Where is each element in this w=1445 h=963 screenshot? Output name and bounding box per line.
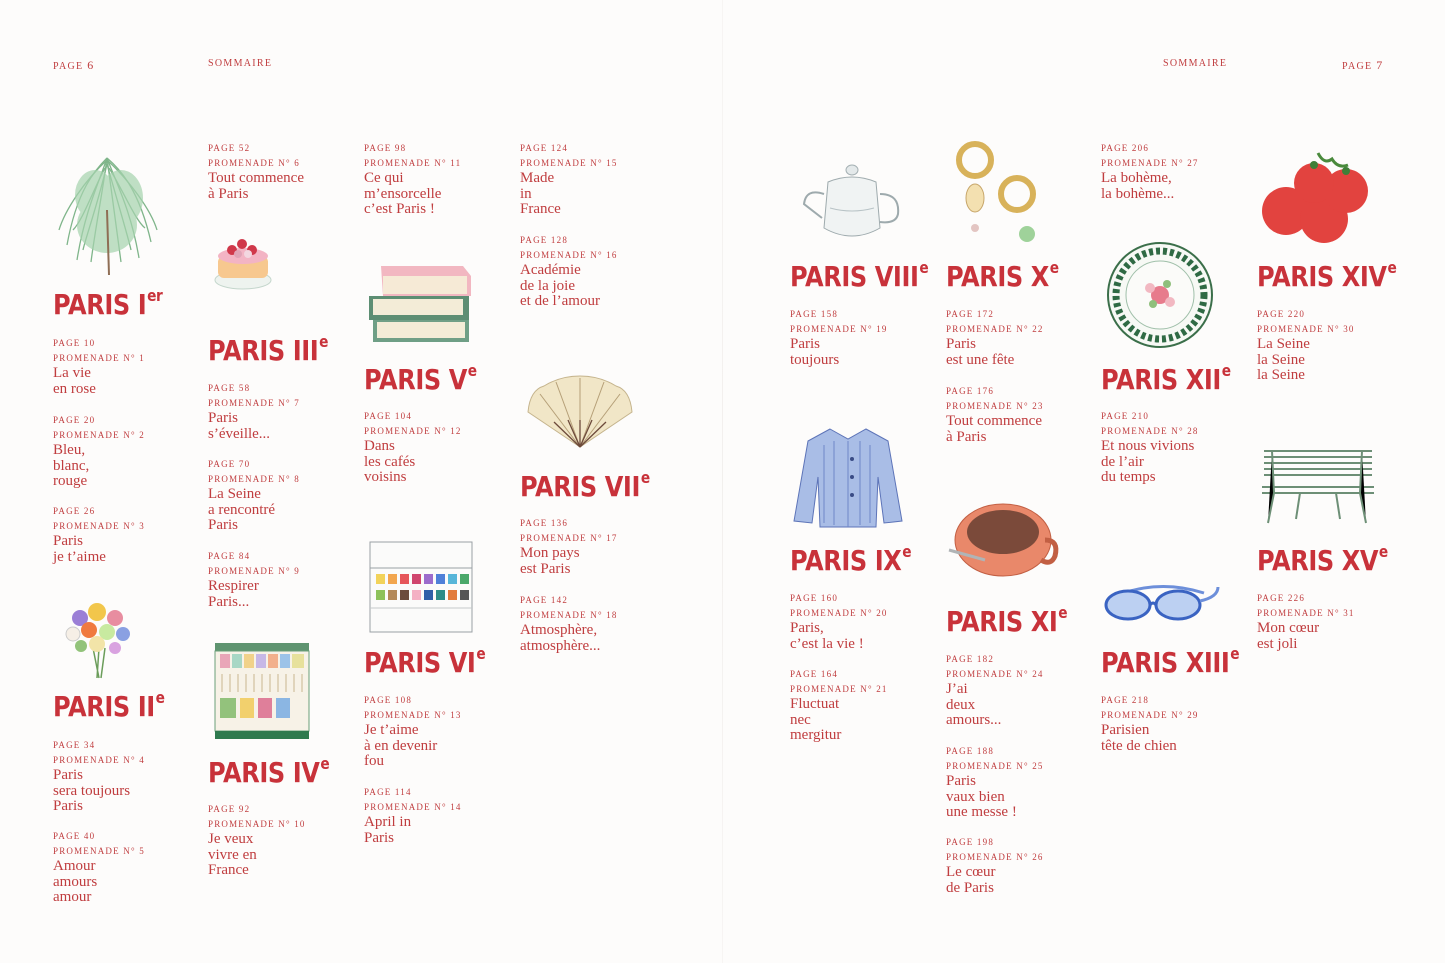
entry-title: Dans les cafés voisins <box>364 438 416 485</box>
entry-promenade: PROMENADE N° 14 <box>364 802 462 812</box>
district-name: PARIS V <box>364 363 467 396</box>
watercolor-palette-illustration <box>368 540 474 635</box>
entry-title: Et nous vivions de l’air du temps <box>1101 438 1195 485</box>
coffee-cup-illustration <box>945 500 1060 585</box>
page-num: 6 <box>87 58 94 72</box>
entry-promenade: PROMENADE N° 21 <box>790 684 888 694</box>
district-name: PARIS IV <box>208 756 320 789</box>
entry-promenade: PROMENADE N° 22 <box>946 324 1044 334</box>
plate-illustration <box>1105 240 1215 350</box>
entry-page: PAGE 34 <box>53 740 96 750</box>
entry-page: PAGE 142 <box>520 595 569 605</box>
district-name: PARIS VI <box>364 646 476 679</box>
entry-title: J’ai deux amours... <box>946 681 1002 728</box>
toc-entry-promenade-15[interactable] <box>520 141 670 218</box>
entry-promenade: PROMENADE N° 7 <box>208 398 300 408</box>
district-title-paris-8 <box>790 260 928 293</box>
bench-illustration <box>1260 445 1375 525</box>
district-name: PARIS XI <box>946 605 1058 638</box>
entry-title: La Seine la Seine la Seine <box>1257 336 1310 383</box>
district-title-paris-11 <box>946 605 1067 638</box>
toc-entry-promenade-19[interactable] <box>790 307 940 368</box>
toc-entry-promenade-3[interactable] <box>53 504 203 565</box>
toc-entry-promenade-7[interactable] <box>208 381 358 442</box>
entry-promenade: PROMENADE N° 31 <box>1257 608 1355 618</box>
entry-promenade: PROMENADE N° 11 <box>364 158 462 168</box>
entry-promenade: PROMENADE N° 4 <box>53 755 145 765</box>
entry-promenade: PROMENADE N° 3 <box>53 521 145 531</box>
entry-promenade: PROMENADE N° 5 <box>53 846 145 856</box>
page-label: PAGE <box>1342 61 1373 72</box>
district-title-paris-10 <box>946 260 1059 293</box>
district-ordinal: e <box>155 688 165 707</box>
entry-page: PAGE 92 <box>208 804 251 814</box>
toc-entry-promenade-4[interactable] <box>53 738 203 815</box>
entry-title: Paris toujours <box>790 336 840 368</box>
district-ordinal: er <box>147 286 163 305</box>
entry-title: Tout commence à Paris <box>946 413 1042 445</box>
toc-entry-promenade-29[interactable] <box>1101 693 1251 754</box>
toc-entry-promenade-6[interactable] <box>208 141 358 202</box>
entry-promenade: PROMENADE N° 8 <box>208 474 300 484</box>
entry-promenade: PROMENADE N° 18 <box>520 610 618 620</box>
entry-title: Respirer Paris... <box>208 578 259 610</box>
section-title-right: SOMMAIRE <box>1163 58 1228 69</box>
district-ordinal: e <box>1387 258 1397 277</box>
toc-entry-promenade-9[interactable] <box>208 549 358 610</box>
flower-bouquet-illustration <box>55 598 140 680</box>
district-title-paris-5 <box>364 363 477 396</box>
district-name: PARIS IX <box>790 544 902 577</box>
district-title-paris-13 <box>1101 646 1239 679</box>
entry-page: PAGE 20 <box>53 415 96 425</box>
entry-promenade: PROMENADE N° 13 <box>364 710 462 720</box>
district-title-paris-12 <box>1101 363 1231 396</box>
entry-page: PAGE 70 <box>208 459 251 469</box>
toc-entry-promenade-1[interactable] <box>53 336 203 397</box>
entry-title: Made in France <box>520 170 561 217</box>
district-name: PARIS III <box>208 334 319 367</box>
page-number-right <box>1342 58 1383 73</box>
entry-page: PAGE 136 <box>520 518 569 528</box>
district-name: PARIS XV <box>1257 544 1379 577</box>
toc-entry-promenade-12[interactable] <box>364 409 514 486</box>
goggles-illustration <box>1100 575 1222 627</box>
jacket-illustration <box>790 425 905 530</box>
toc-entry-promenade-20[interactable] <box>790 591 940 652</box>
entry-page: PAGE 160 <box>790 593 839 603</box>
entry-promenade: PROMENADE N° 16 <box>520 250 618 260</box>
district-ordinal: e <box>1230 644 1240 663</box>
entry-title: Paris vaux bien une messe ! <box>946 773 1017 820</box>
entry-page: PAGE 58 <box>208 383 251 393</box>
entry-promenade: PROMENADE N° 25 <box>946 761 1044 771</box>
cake-illustration <box>212 228 274 294</box>
entry-page: PAGE 210 <box>1101 411 1150 421</box>
entry-title: Paris est une fête <box>946 336 1015 368</box>
district-ordinal: e <box>640 468 650 487</box>
entry-promenade: PROMENADE N° 19 <box>790 324 888 334</box>
teapot-illustration <box>800 158 905 248</box>
entry-promenade: PROMENADE N° 9 <box>208 566 300 576</box>
district-name: PARIS XIII <box>1101 646 1230 679</box>
entry-page: PAGE 114 <box>364 787 412 797</box>
toc-entry-promenade-30[interactable] <box>1257 307 1407 384</box>
entry-title: Je t’aime à en devenir fou <box>364 722 438 769</box>
toc-entry-promenade-16[interactable] <box>520 233 670 310</box>
district-title-paris-6 <box>364 646 485 679</box>
toc-entry-promenade-18[interactable] <box>520 593 670 654</box>
entry-page: PAGE 128 <box>520 235 569 245</box>
toc-entry-promenade-2[interactable] <box>53 413 203 490</box>
toc-entry-promenade-14[interactable] <box>364 785 514 846</box>
district-ordinal: e <box>1058 603 1068 622</box>
entry-page: PAGE 164 <box>790 669 839 679</box>
district-ordinal: e <box>319 332 329 351</box>
toc-entry-promenade-21[interactable] <box>790 667 940 744</box>
entry-title: April in Paris <box>364 814 412 846</box>
earrings-illustration <box>945 140 1045 250</box>
entry-page: PAGE 206 <box>1101 143 1150 153</box>
entry-title: Mon pays est Paris <box>520 545 580 577</box>
entry-title: Atmosphère, atmosphère... <box>520 622 601 654</box>
fan-illustration <box>520 372 640 452</box>
page-number-left <box>53 58 94 73</box>
toc-entry-promenade-8[interactable] <box>208 457 358 534</box>
district-ordinal: e <box>476 644 486 663</box>
entry-title: Fluctuat nec mergitur <box>790 696 842 743</box>
district-ordinal: e <box>902 542 912 561</box>
entry-page: PAGE 182 <box>946 654 995 664</box>
bookstall-illustration <box>212 640 312 742</box>
district-title-paris-15 <box>1257 544 1388 577</box>
district-ordinal: e <box>919 258 929 277</box>
district-title-paris-1 <box>53 288 162 321</box>
entry-page: PAGE 158 <box>790 309 839 319</box>
section-title-left: SOMMAIRE <box>208 58 273 69</box>
entry-promenade: PROMENADE N° 24 <box>946 669 1044 679</box>
entry-promenade: PROMENADE N° 23 <box>946 401 1044 411</box>
entry-promenade: PROMENADE N° 12 <box>364 426 462 436</box>
entry-promenade: PROMENADE N° 28 <box>1101 426 1199 436</box>
entry-page: PAGE 84 <box>208 551 251 561</box>
entry-page: PAGE 40 <box>53 831 96 841</box>
entry-promenade: PROMENADE N° 20 <box>790 608 888 618</box>
district-ordinal: e <box>467 361 477 380</box>
district-name: PARIS XII <box>1101 363 1221 396</box>
toc-entry-promenade-23[interactable] <box>946 384 1096 445</box>
toc-entry-promenade-26[interactable] <box>946 835 1096 896</box>
entry-title: Paris s’éveille... <box>208 410 271 442</box>
entry-title: La bohème, la bohème... <box>1101 170 1175 202</box>
entry-title: Académie de la joie et de l’amour <box>520 262 600 309</box>
page-label: PAGE <box>53 61 84 72</box>
district-name: PARIS XIV <box>1257 260 1387 293</box>
district-name: PARIS I <box>53 288 147 321</box>
district-title-paris-7 <box>520 470 650 503</box>
entry-page: PAGE 176 <box>946 386 995 396</box>
entry-title: Tout commence à Paris <box>208 170 304 202</box>
entry-promenade: PROMENADE N° 15 <box>520 158 618 168</box>
toc-entry-promenade-24[interactable] <box>946 652 1096 729</box>
toc-entry-promenade-27[interactable] <box>1101 141 1251 202</box>
toc-entry-promenade-13[interactable] <box>364 693 514 770</box>
district-title-paris-4 <box>208 756 329 789</box>
entry-page: PAGE 98 <box>364 143 407 153</box>
entry-title: La Seine a rencontré Paris <box>208 486 276 533</box>
entry-promenade: PROMENADE N° 6 <box>208 158 300 168</box>
toc-entry-promenade-17[interactable] <box>520 516 670 577</box>
toc-entry-promenade-25[interactable] <box>946 744 1096 821</box>
entry-promenade: PROMENADE N° 30 <box>1257 324 1355 334</box>
entry-page: PAGE 226 <box>1257 593 1306 603</box>
district-name: PARIS VIII <box>790 260 919 293</box>
entry-page: PAGE 218 <box>1101 695 1150 705</box>
entry-title: Mon cœur est joli <box>1257 620 1320 652</box>
district-ordinal: e <box>320 754 330 773</box>
district-ordinal: e <box>1221 361 1231 380</box>
willow-tree-illustration <box>55 150 160 278</box>
entry-page: PAGE 198 <box>946 837 995 847</box>
toc-entry-promenade-10[interactable] <box>208 802 358 879</box>
entry-promenade: PROMENADE N° 1 <box>53 353 145 363</box>
entry-promenade: PROMENADE N° 10 <box>208 819 306 829</box>
district-title-paris-9 <box>790 544 911 577</box>
toc-entry-promenade-31[interactable] <box>1257 591 1407 652</box>
entry-page: PAGE 26 <box>53 506 96 516</box>
entry-title: Amour amours amour <box>53 858 98 905</box>
entry-title: Bleu, blanc, rouge <box>53 442 90 489</box>
entry-promenade: PROMENADE N° 29 <box>1101 710 1199 720</box>
tomatoes-illustration <box>1258 145 1373 250</box>
district-title-paris-3 <box>208 334 328 367</box>
entry-title: Parisien tête de chien <box>1101 722 1177 754</box>
entry-title: Paris sera toujours Paris <box>53 767 131 814</box>
entry-page: PAGE 104 <box>364 411 413 421</box>
district-name: PARIS II <box>53 690 155 723</box>
district-ordinal: e <box>1049 258 1059 277</box>
entry-title: Ce qui m’ensorcelle c’est Paris ! <box>364 170 442 217</box>
entry-title: Paris je t’aime <box>53 533 106 565</box>
district-ordinal: e <box>1378 542 1388 561</box>
entry-page: PAGE 52 <box>208 143 251 153</box>
entry-promenade: PROMENADE N° 2 <box>53 430 145 440</box>
toc-entry-promenade-11[interactable] <box>364 141 514 218</box>
entry-title: La vie en rose <box>53 365 96 397</box>
entry-title: Je veux vivre en France <box>208 831 257 878</box>
entry-title: Le cœur de Paris <box>946 864 996 896</box>
entry-page: PAGE 188 <box>946 746 995 756</box>
entry-promenade: PROMENADE N° 27 <box>1101 158 1199 168</box>
district-title-paris-2 <box>53 690 165 723</box>
entry-page: PAGE 108 <box>364 695 413 705</box>
entry-page: PAGE 172 <box>946 309 995 319</box>
entry-page: PAGE 220 <box>1257 309 1306 319</box>
toc-entry-promenade-5[interactable] <box>53 829 203 906</box>
book-spine <box>722 0 723 963</box>
district-name: PARIS X <box>946 260 1049 293</box>
entry-title: Paris, c’est la vie ! <box>790 620 864 652</box>
district-title-paris-14 <box>1257 260 1396 293</box>
books-illustration <box>367 262 475 347</box>
entry-promenade: PROMENADE N° 17 <box>520 533 618 543</box>
district-name: PARIS VII <box>520 470 640 503</box>
entry-page: PAGE 124 <box>520 143 569 153</box>
entry-promenade: PROMENADE N° 26 <box>946 852 1044 862</box>
entry-page: PAGE 10 <box>53 338 96 348</box>
toc-entry-promenade-22[interactable] <box>946 307 1096 368</box>
toc-entry-promenade-28[interactable] <box>1101 409 1251 486</box>
page-num: 7 <box>1376 58 1383 72</box>
